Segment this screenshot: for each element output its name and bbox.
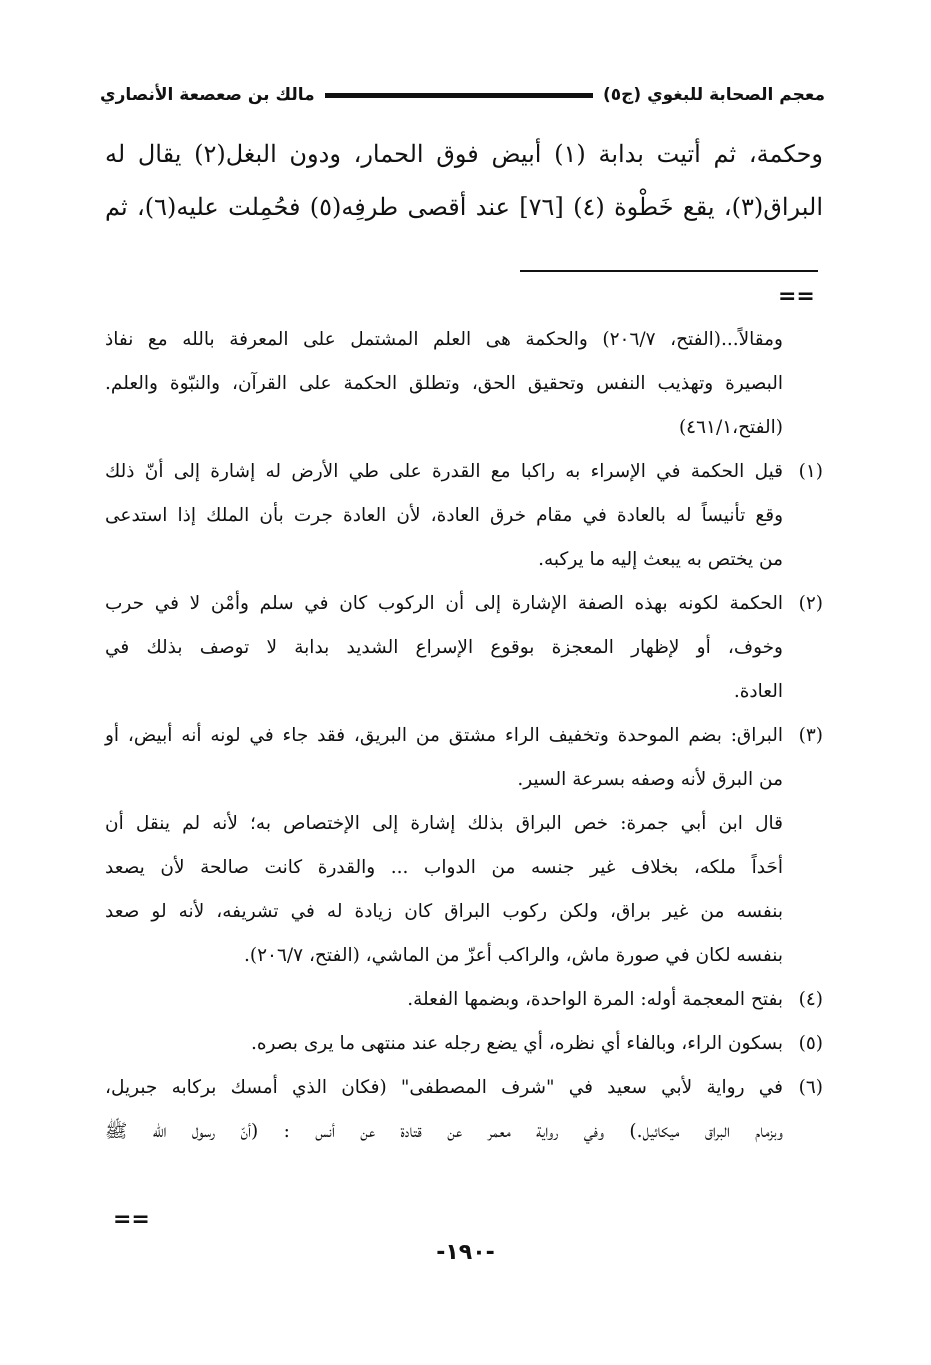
footnote-5 (105, 1022, 823, 1066)
footnote-number: (٣) (798, 725, 823, 746)
footnote-separator (520, 270, 818, 272)
footnote-line: بفتح المعجمة أوله: المرة الواحدة، وبضمها الفعلة. (407, 989, 783, 1010)
footnote-line: من البرق لأنه وصفه بسرعة السير. (517, 769, 783, 790)
footnote-number: (٤) (798, 989, 823, 1010)
main-text-line: وحكمة، ثم أتيت بدابة (١) أبيض فوق الحمار، ودون البغل(٢) يقال له (105, 140, 823, 168)
footnote-number: (١) (798, 461, 823, 482)
footnote-line: (الفتح،٤٦١/١) (678, 417, 783, 438)
header-book-title: معجم الصحابة للبغوي (ج٥) (602, 85, 825, 105)
footnote-line: وخوف، أو لإظهار المعجزة بوقوع الإسراع الشديد بدابة لا توصف بذلك في (105, 637, 783, 658)
footnote-6 (105, 1066, 823, 1154)
running-header (100, 80, 825, 110)
continuation-mark-top: == (778, 284, 815, 309)
footnote-line: في رواية لأبي سعيد في "شرف المصطفى" (فكان الذي أمسك بركابه جبريل، (105, 1077, 783, 1098)
main-text (105, 128, 823, 234)
footnote-line: أحَداً ملكه، بخلاف غير جنسه من الدواب ... والقدرة كانت صالحة لأن يصعد (105, 857, 783, 878)
footnote-line: وبزمام البراق ميكائيل.) وفي رواية معمر عن قتادة عن أنس : (أنّ رسول الله ﷺ (105, 1121, 783, 1142)
footnote-number: (٢) (798, 593, 823, 614)
footnote-line: من يختص به يبعث إليه ما يركبه. (538, 549, 783, 570)
header-rule (325, 93, 593, 98)
footnote-3 (105, 714, 823, 802)
footnote-line: بنفسه لكان في صورة ماش، والراكب أعزّ من الماشي، (الفتح، ٢٠٦/٧). (243, 945, 783, 966)
continuation-mark-bottom: == (113, 1207, 150, 1232)
footnote-line: بنفسه من غير براق، ولكن ركوب البراق كان زيادة له في تشريفه، لأنه لو صعد (105, 901, 783, 922)
footnote-line: الحكمة لكونه بهذه الصفة الإشارة إلى أن الركوب كان في سلم وأمْن لا في حرب (105, 593, 783, 614)
footnote-2 (105, 582, 823, 714)
footnote-line: قيل الحكمة في الإسراء به راكبا مع القدرة على طي الأرض له إشارة إلى أنّ ذلك (105, 461, 783, 482)
footnote-4 (105, 978, 823, 1022)
footnote-line: قال ابن أبي جمرة: خص البراق بذلك إشارة إلى الإختصاص به؛ لأنه لم ينقل أن (105, 813, 783, 834)
footnote-3-continued (105, 802, 823, 978)
footnote-number: (٥) (798, 1033, 823, 1054)
footnote-line: ومقالاً...(الفتح، ٢٠٦/٧) والحكمة هى العلم المشتمل على المعرفة بالله مع نفاذ (105, 329, 783, 350)
footnote-line: البراق: بضم الموحدة وتخفيف الراء مشتق من البريق، فقد جاء في لونه أنه أبيض، أو (105, 725, 783, 746)
footnote-number: (٦) (798, 1077, 823, 1098)
main-text-line: البراق(٣)، يقع خَطْوة (٤) [٧٦] عند أقصى طرفِه(٥) فحُمِلت عليه(٦)، ثم (105, 193, 823, 221)
footnote-1 (105, 450, 823, 582)
footnote-line: البصيرة وتهذيب النفس وتحقيق الحق، وتطلق الحكمة على القرآن، والنبّوة والعلم. (105, 373, 783, 394)
header-entry-title: مالك بن صعصعة الأنصاري (100, 85, 315, 105)
footnote-line: بسكون الراء، وبالفاء أي نظره، أي يضع رجله عند منتهى ما يرى بصره. (250, 1033, 783, 1054)
footnotes (105, 318, 823, 1154)
page-number: -١٩٠- (436, 1240, 495, 1265)
footnote-line: العادة. (733, 681, 783, 702)
footnote-line: وقع تأنيساً له بالعادة في مقام خرق العادة، لأن العادة جرت بأن الملك إذا استدعى (105, 505, 783, 526)
footnote-continued (105, 318, 823, 450)
